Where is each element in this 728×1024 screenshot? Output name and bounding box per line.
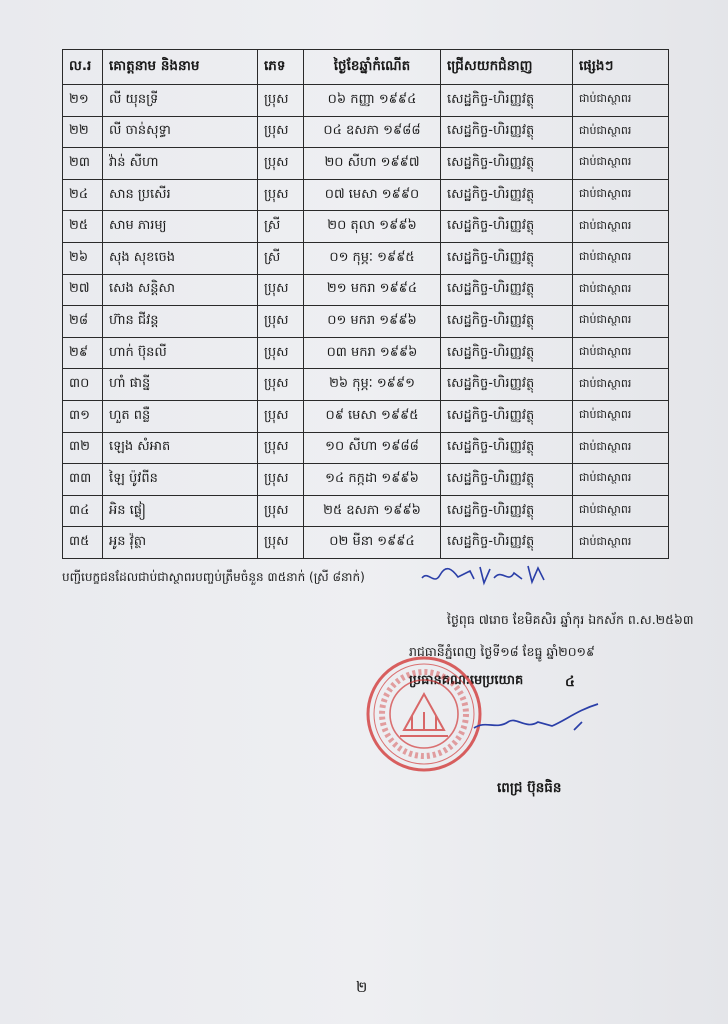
cell-status: ជាប់ជាស្ថាពរ [573,274,669,306]
header-sex: ភេទ [258,50,304,85]
cell-status: ជាប់ជាស្ថាពរ [573,85,669,117]
cell-no: ៣៣ [63,464,103,496]
results-table [62,49,669,559]
page-number: ២ [356,978,368,996]
cell-field: សេដ្ឋកិច្ច-ហិរញ្ញវត្ថុ [441,116,573,148]
cell-sex: ប្រុស [258,495,304,527]
cell-status: ជាប់ជាស្ថាពរ [573,148,669,180]
table-row [63,116,669,148]
cell-name: លី ចាន់សុទ្ធា [103,116,258,148]
cell-status: ជាប់ជាស្ថាពរ [573,242,669,274]
cell-field: សេដ្ឋកិច្ច-ហិរញ្ញវត្ថុ [441,432,573,464]
table-row [63,274,669,306]
cell-dob: ០៤ ឧសភា ១៩៨៨ [304,116,441,148]
cell-dob: ០១ មករា ១៩៩៦ [304,306,441,338]
cell-no: ៣១ [63,400,103,432]
cell-name: សេង សន្តិសា [103,274,258,306]
cell-sex: ប្រុស [258,400,304,432]
cell-name: អិន ផ្ងៀ [103,495,258,527]
cell-sex: ប្រុស [258,369,304,401]
cell-no: ២៨ [63,306,103,338]
header-name: គោត្តនាម និងនាម [103,50,258,85]
cell-no: ២៦ [63,242,103,274]
cell-field: សេដ្ឋកិច្ច-ហិរញ្ញវត្ថុ [441,400,573,432]
cell-sex: ស្រី [258,242,304,274]
cell-status: ជាប់ជាស្ថាពរ [573,306,669,338]
cell-sex: ប្រុស [258,432,304,464]
cell-dob: ២១ មករា ១៩៩៤ [304,274,441,306]
cell-no: ៣៥ [63,527,103,559]
cell-dob: ០៧ មេសា ១៩៩០ [304,179,441,211]
cell-no: ២២ [63,116,103,148]
cell-no: ២៤ [63,179,103,211]
header-no: ល.រ [63,50,103,85]
cell-status: ជាប់ជាស្ថាពរ [573,495,669,527]
cell-field: សេដ្ឋកិច្ច-ហិរញ្ញវត្ថុ [441,148,573,180]
table-row [63,432,669,464]
cell-name: សុង សុខចេង [103,242,258,274]
solar-date: រាជធានីភ្នំពេញ ថ្ងៃទី១៨ ខែធ្នូ ឆ្នាំ២០១៩ [409,644,595,659]
cell-dob: ១៤ កក្កដា ១៩៩៦ [304,464,441,496]
header-other: ផ្សេងៗ [573,50,669,85]
cell-no: ៣០ [63,369,103,401]
cell-sex: ប្រុស [258,179,304,211]
table-row [63,242,669,274]
cell-name: ហ៊ាន ជីវន្ត [103,306,258,338]
cell-sex: ប្រុស [258,306,304,338]
cell-name: វ៉ាន់ សីហា [103,148,258,180]
table-row [63,179,669,211]
cell-dob: ២៥ ឧសភា ១៩៩៦ [304,495,441,527]
cell-status: ជាប់ជាស្ថាពរ [573,369,669,401]
cell-field: សេដ្ឋកិច្ច-ហិរញ្ញវត្ថុ [441,211,573,243]
cell-field: សេដ្ឋកិច្ច-ហិរញ្ញវត្ថុ [441,337,573,369]
cell-field: សេដ្ឋកិច្ច-ហិរញ្ញវត្ថុ [441,85,573,117]
cell-field: សេដ្ឋកិច្ច-ហិរញ្ញវត្ថុ [441,527,573,559]
chair-signature [470,700,610,740]
cell-sex: ប្រុស [258,274,304,306]
table-row [63,211,669,243]
cell-no: ៣២ [63,432,103,464]
cell-dob: ០៩ មេសា ១៩៩៥ [304,400,441,432]
signer-name: ពេជ្រ ប៊ុនធិន [497,780,562,796]
cell-status: ជាប់ជាស្ថាពរ [573,464,669,496]
cell-field: សេដ្ឋកិច្ច-ហិរញ្ញវត្ថុ [441,242,573,274]
chair-mark: ៤ [565,674,575,690]
table-row [63,337,669,369]
cell-dob: ០៣ មករា ១៩៩៦ [304,337,441,369]
cell-no: ២៧ [63,274,103,306]
cell-dob: ២០ តុលា ១៩៩៦ [304,211,441,243]
cell-dob: ០២ មីនា ១៩៩៤ [304,527,441,559]
cell-field: សេដ្ឋកិច្ច-ហិរញ្ញវត្ថុ [441,369,573,401]
initials-signature [418,560,558,590]
cell-name: ឡេង សំអាត [103,432,258,464]
table-row [63,369,669,401]
cell-dob: ២០ សីហា ១៩៩៧ [304,148,441,180]
cell-sex: ស្រី [258,211,304,243]
cell-status: ជាប់ជាស្ថាពរ [573,527,669,559]
cell-no: ២៥ [63,211,103,243]
lunar-date: ថ្ងៃពុធ ៧រោច ខែមិគសិរ ឆ្នាំកុរ ឯកស័ក ព.ស.២៥៦៣ [447,612,694,627]
cell-name: ហាក់ ប៊ុនលី [103,337,258,369]
cell-field: សេដ្ឋកិច្ច-ហិរញ្ញវត្ថុ [441,306,573,338]
cell-sex: ប្រុស [258,464,304,496]
cell-field: សេដ្ឋកិច្ច-ហិរញ្ញវត្ថុ [441,495,573,527]
cell-name: លី យុនទ្រី [103,85,258,117]
cell-sex: ប្រុស [258,116,304,148]
cell-status: ជាប់ជាស្ថាពរ [573,337,669,369]
table-row [63,306,669,338]
cell-status: ជាប់ជាស្ថាពរ [573,179,669,211]
cell-name: ឡៃ ប៉ូវពីន [103,464,258,496]
cell-dob: ០១ កុម្ភៈ ១៩៩៥ [304,242,441,274]
cell-no: ២៩ [63,337,103,369]
cell-sex: ប្រុស [258,337,304,369]
cell-name: ហួត ពន្លឺ [103,400,258,432]
chair-title: ប្រធានគណៈមេប្រយោគ [409,673,524,688]
cell-sex: ប្រុស [258,527,304,559]
table-row [63,148,669,180]
table-footnote: បញ្ជីបេក្ខជនដែលជាប់ជាស្ថាពរបញ្ចប់ត្រឹមចំនួន ៣៥នាក់ (ស្រី ៨នាក់) [62,570,365,584]
cell-sex: ប្រុស [258,148,304,180]
cell-field: សេដ្ឋកិច្ច-ហិរញ្ញវត្ថុ [441,464,573,496]
cell-field: សេដ្ឋកិច្ច-ហិរញ្ញវត្ថុ [441,274,573,306]
table-header-row [63,50,669,85]
cell-dob: ១០ សីហា ១៩៨៨ [304,432,441,464]
cell-name: សាម ភារម្យ [103,211,258,243]
cell-name: សាន ប្រសើរ [103,179,258,211]
table-row [63,495,669,527]
cell-status: ជាប់ជាស្ថាពរ [573,116,669,148]
cell-dob: ២៦ កុម្ភៈ ១៩៩១ [304,369,441,401]
cell-status: ជាប់ជាស្ថាពរ [573,400,669,432]
table-row [63,85,669,117]
cell-field: សេដ្ឋកិច្ច-ហិរញ្ញវត្ថុ [441,179,573,211]
table-row [63,400,669,432]
cell-no: ២១ [63,85,103,117]
cell-name: អូន វ៉ុត្ថា [103,527,258,559]
cell-sex: ប្រុស [258,85,304,117]
cell-status: ជាប់ជាស្ថាពរ [573,211,669,243]
cell-status: ជាប់ជាស្ថាពរ [573,432,669,464]
table-row [63,527,669,559]
table-row [63,464,669,496]
cell-name: ហាំ ផាន្នី [103,369,258,401]
official-seal [364,654,484,774]
cell-no: ២៣ [63,148,103,180]
header-field: ជ្រើសយកជំនាញ [441,50,573,85]
cell-no: ៣៤ [63,495,103,527]
header-dob: ថ្ងៃខែឆ្នាំកំណើត [304,50,441,85]
cell-dob: ០៦ កញ្ញា ១៩៩៤ [304,85,441,117]
